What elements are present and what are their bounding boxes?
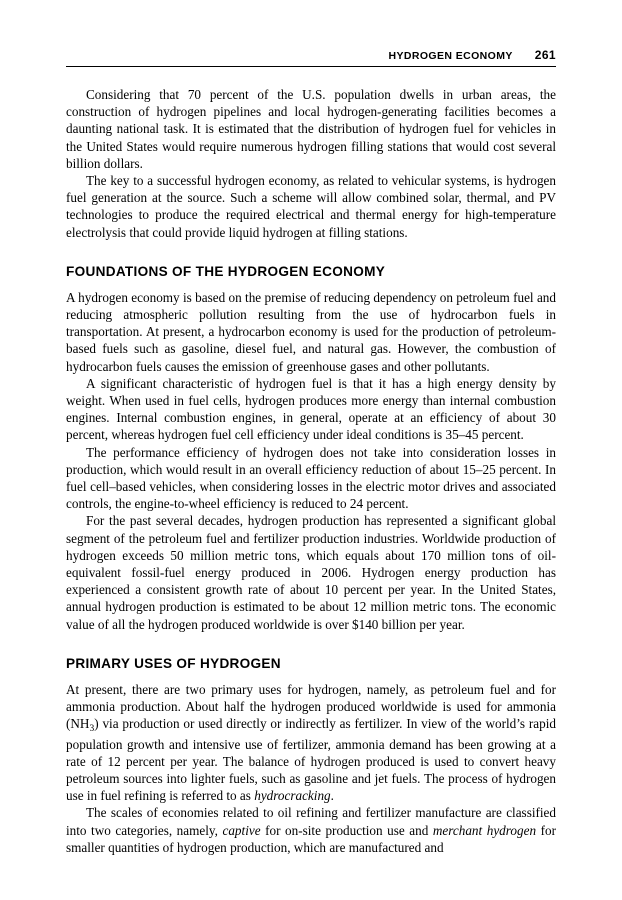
section-heading-primary-uses: PRIMARY USES OF HYDROGEN <box>66 655 281 671</box>
paragraph-7-part-b: ) via production or used directly or indirectly as fertilizer. In view of the world’s rapid population growth and intensive use of fertilizer, ammonia demand has been growing at a rate of 12 percent per year. The balance of hydrogen produced is used to convert heavy petroleum sources into lighter fuels, such as gasoline and jet fuels. The process of hydrogen use in fuel refining is referred to as <box>66 716 556 804</box>
ammonia-subscript: 3 <box>89 724 95 735</box>
term-captive: captive <box>222 822 261 838</box>
paragraph-8-part-c: for smaller quantities of hydrogen production, which are manufactured and <box>66 822 556 855</box>
paragraph-8 <box>66 804 556 856</box>
paragraph-8-part-a: The scales of economies related to oil refining and fertilizer manufacture are classified into two categories, namely, <box>66 805 556 838</box>
term-hydrocracking: hydrocracking <box>254 788 331 804</box>
paragraph-7-part-c: . <box>330 788 334 804</box>
paragraph-2: The key to a successful hydrogen economy, as related to vehicular systems, is hydrogen fuel generation at the source. Such a scheme will allow combined solar, thermal, and PV technologies to produce the required electrical and thermal energy for high-temperature electrolysis that could provide liquid hydrogen at filling stations. <box>66 173 556 240</box>
paragraph-3: A hydrogen economy is based on the premise of reducing dependency on petroleum fuel and reducing atmospheric pollution resulting from the use of hydrocarbon fuels in transportation. At present, a hydrocarbon economy is used for the production of petroleum-based fuels such as gasoline, diesel fuel, and natural gas. However, the combustion of hydrocarbon fuels causes the emission of greenhouse gases and other pollutants. <box>66 289 556 374</box>
paragraph-7 <box>66 681 556 804</box>
paragraph-8-part-b: for on-site production use and <box>260 822 433 838</box>
running-title: HYDROGEN ECONOMY <box>388 50 513 62</box>
paragraph-5: The performance efficiency of hydrogen does not take into consideration losses in production, which would result in an overall efficiency reduction of about 15–25 percent. In fuel cell–based vehicles, when considering losses in the electric motor drives and associated controls, the engine-to-wheel efficiency is reduced to 24 percent. <box>66 444 556 512</box>
paragraph-6: For the past several decades, hydrogen production has represented a significant global segment of the petroleum fuel and fertilizer production industries. Worldwide production of hydrogen exceeds 50 million metric tons, which equals about 170 million tons of oil-equivalent fossil-fuel energy produced in 2006. Hydrogen energy production has experienced a consistent growth rate of about 10 percent per year. In the United States, annual hydrogen production is estimated to be about 12 million metric tons. The economic value of all the hydrogen produced worldwide is over $140 billion per year. <box>66 513 556 632</box>
page-body <box>66 86 556 856</box>
paragraph-4: A significant characteristic of hydrogen fuel is that it has a high energy density by weight. When used in fuel cells, hydrogen produces more energy than internal combustion engines. Internal combustion engines, in general, operate at an efficiency of about 30 percent, whereas hydrogen fuel cell efficiency under ideal conditions is 35–45 percent. <box>66 375 556 443</box>
section-heading-foundations: FOUNDATIONS OF THE HYDROGEN ECONOMY <box>66 263 386 279</box>
paragraph-1: Considering that 70 percent of the U.S. population dwells in urban areas, the construction of hydrogen pipelines and local hydrogen-generating facilities becomes a daunting national task. It is estimated that the distribution of hydrogen fuel for vehicles in the United States would require numerous hydrogen filling stations that would cost several billion dollars. <box>66 87 556 171</box>
header-divider <box>66 66 556 67</box>
paragraph-7-part-a: At present, there are two primary uses for hydrogen, namely, as petroleum fuel and for ammonia production. About half the hydrogen produced worldwide is used for ammonia (NH <box>66 681 556 732</box>
page-number: 261 <box>534 48 556 62</box>
term-merchant-hydrogen: merchant hydrogen <box>432 822 537 838</box>
